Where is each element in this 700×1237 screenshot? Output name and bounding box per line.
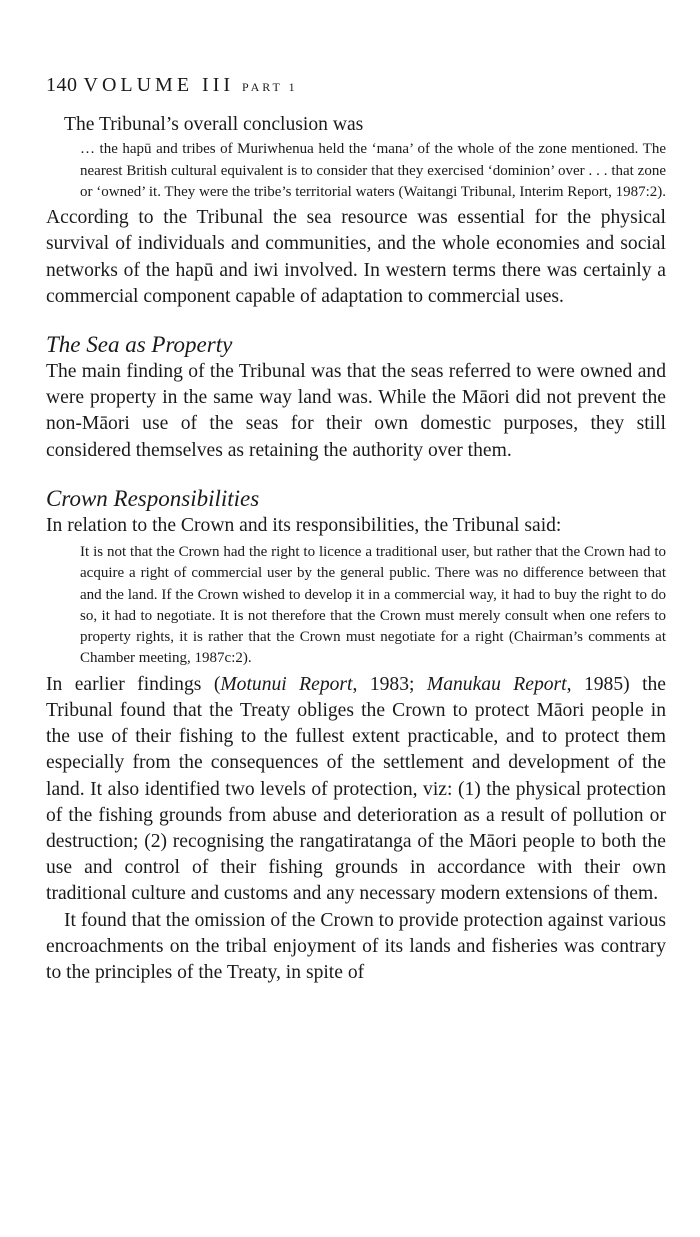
body-text	[46, 112, 666, 986]
text-segment: , 1983;	[352, 673, 427, 695]
block-quote-interim-report: … the hapū and tribes of Muriwhenua held the ‘mana’ of the whole of the zone mentioned. The nearest British cultural equivalent is to consider that they exercised ‘dominion’ over . . . that zone or ‘owned’ it. They were the tribe’s territorial waters (Waitangi Tribunal, Interim Report, 1987:2).	[80, 141, 667, 200]
section-heading-crown-responsibilities: Crown Responsibilities	[46, 485, 260, 511]
paragraph-crown-relation: In relation to the Crown and its responsibilities, the Tribunal said:	[46, 514, 562, 536]
citation-motunui-report: Motunui Report	[220, 673, 353, 695]
text-segment: In earlier findings (	[46, 673, 221, 695]
paragraph-sea-resource: According to the Tribunal the sea resource was essential for the physical survival of individuals and communities, and the whole economies and social networks of the hapū and iwi involved. In western terms there was certainly a commercial component capable of adaptation to commercial uses.	[46, 207, 666, 307]
page-number: 140	[46, 74, 78, 96]
paragraph-intro: The Tribunal’s overall conclusion was	[64, 114, 364, 135]
paragraph-omission: It found that the omission of the Crown to provide protection against various encroachments on the tribal enjoyment of its lands and fisheries was contrary to the principles of the Treaty, in spite of	[46, 909, 666, 983]
part-label: PART 1	[242, 80, 298, 94]
volume-label: VOLUME III	[83, 74, 235, 96]
paragraph-earlier-findings	[46, 672, 666, 908]
block-quote-chairman: It is not that the Crown had the right to licence a traditional user, but rather that the Crown had to acquire a right of commercial user by the general public. There was no difference between that and the land. If the Crown wished to develop it in a commercial way, it had to buy the right to do so, it had to negotiate. It is not therefore that the Crown must merely consult when one refers to property rights, it is rather that the Crown must negotiate for a right (Chairman’s comments at Chamber meeting, 1987c:2).	[80, 543, 666, 667]
text-segment: , 1985) the Tribunal found that the Treaty obliges the Crown to protect Māori people in the use of their fishing to the fullest extent practicable, and to protect them especially from the consequences of the settlement and development of the land. It also identified two levels of protection, viz: (1) the physical protection of the fishing grounds from abuse and deterioration as a result of pollution or destruction; (2) recognising the rangatiratanga of the Māori people to both the use and control of their fishing grounds in accordance with their own traditional culture and customs and any necessary modern extensions of them.	[46, 673, 667, 905]
paragraph-main-finding: The main finding of the Tribunal was that the seas referred to were owned and were property in the same way land was. While the Māori did not prevent the non-Māori use of the seas for their own domestic purposes, they still considered themselves as retaining the authority over them.	[46, 360, 666, 461]
section-heading-sea-as-property: The Sea as Property	[46, 331, 233, 357]
running-head	[46, 74, 298, 97]
citation-manukau-report: Manukau Report	[426, 673, 567, 695]
